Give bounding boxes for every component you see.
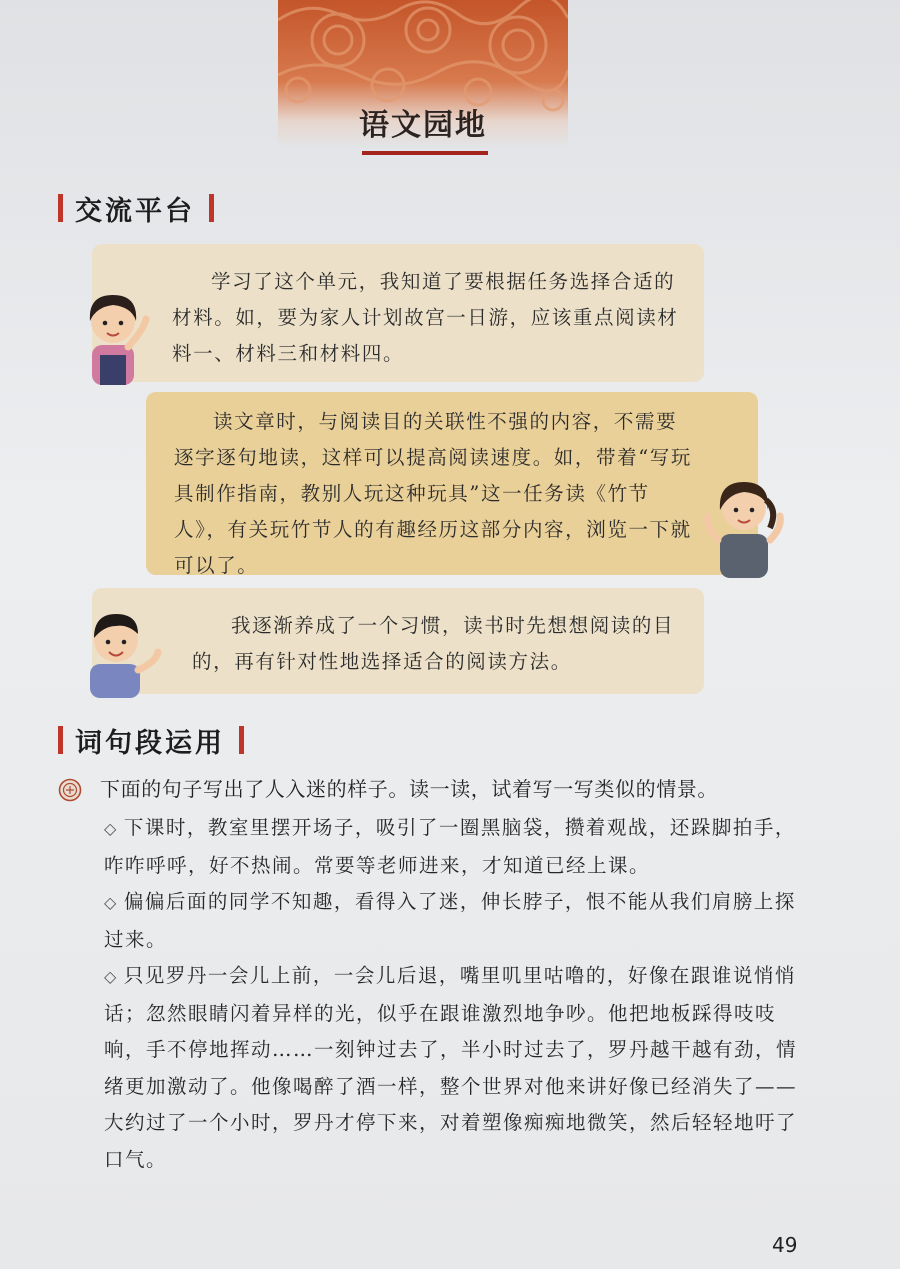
unit-banner (278, 0, 568, 148)
example-item (104, 884, 816, 958)
bubble-text: 我逐渐养成了一个习惯，读书时先想想阅读的目的，再有针对性地选择适合的阅读方法。 (192, 614, 675, 673)
diamond-bullet-icon: ◇ (104, 819, 118, 838)
example-item (104, 958, 816, 1178)
section-heading-exchange (58, 188, 214, 228)
exercise-marker-icon (58, 778, 82, 802)
boy-avatar-icon (76, 604, 168, 698)
example-text: 只见罗丹一会儿上前，一会儿后退，嘴里叽里咕噜的，好像在跟谁说悄悄话；忽然眼睛闪着异样的光，似乎在跟谁激烈地争吵。他把地板踩得吱吱响，手不停地挥动……一刻钟过去了，半小时过去了，罗丹越干越有劲，情绪更加激动了。他像喝醉了酒一样，整个世界对他来讲好像已经消失了——大约过了一个小时，罗丹才停下来，对着塑像痴痴地微笑，然后轻轻地吁了口气。 (104, 964, 798, 1171)
heading-bar-right (239, 726, 244, 754)
exercise-instruction: 下面的句子写出了人入迷的样子。读一读，试着写一写类似的情景。 (100, 777, 718, 801)
girl-avatar-icon (700, 470, 790, 578)
example-item (104, 810, 816, 884)
speech-bubble-2 (146, 392, 758, 575)
section-title: 交流平台 (75, 195, 195, 227)
example-text: 下课时，教室里摆开场子，吸引了一圈黑脑袋，攒着观战，还跺脚拍手，咋咋呼呼，好不热闹。常要等老师进来，才知道已经上课。 (104, 816, 796, 877)
bubble-text: 学习了这个单元，我知道了要根据任务选择合适的材料。如，要为家人计划故宫一日游，应该重点阅读材料一、材料三和材料四。 (172, 270, 679, 365)
title-underline (362, 151, 488, 155)
section-heading-usage (58, 720, 244, 760)
example-text: 偏偏后面的同学不知趣，看得入了迷，伸长脖子，恨不能从我们肩膀上探过来。 (104, 890, 796, 951)
heading-bar-left (58, 726, 63, 754)
heading-bar-left (58, 194, 63, 222)
section-title: 词句段运用 (75, 727, 225, 759)
girl-avatar-icon (70, 285, 156, 385)
diamond-bullet-icon: ◇ (104, 967, 118, 986)
diamond-bullet-icon: ◇ (104, 893, 118, 912)
heading-bar-right (209, 194, 214, 222)
page-title: 语文园地 (359, 108, 487, 143)
speech-bubble-3 (92, 588, 704, 694)
bubble-text: 读文章时，与阅读目的关联性不强的内容，不需要逐字逐句地读，这样可以提高阅读速度。如，带着“写玩具制作指南，教别人玩这种玩具”这一任务读《竹节人》，有关玩竹节人的有趣经历这部分内容，浏览一下就可以了。 (174, 410, 692, 577)
speech-bubble-1 (92, 244, 704, 382)
page-number: 49 (772, 1233, 798, 1257)
